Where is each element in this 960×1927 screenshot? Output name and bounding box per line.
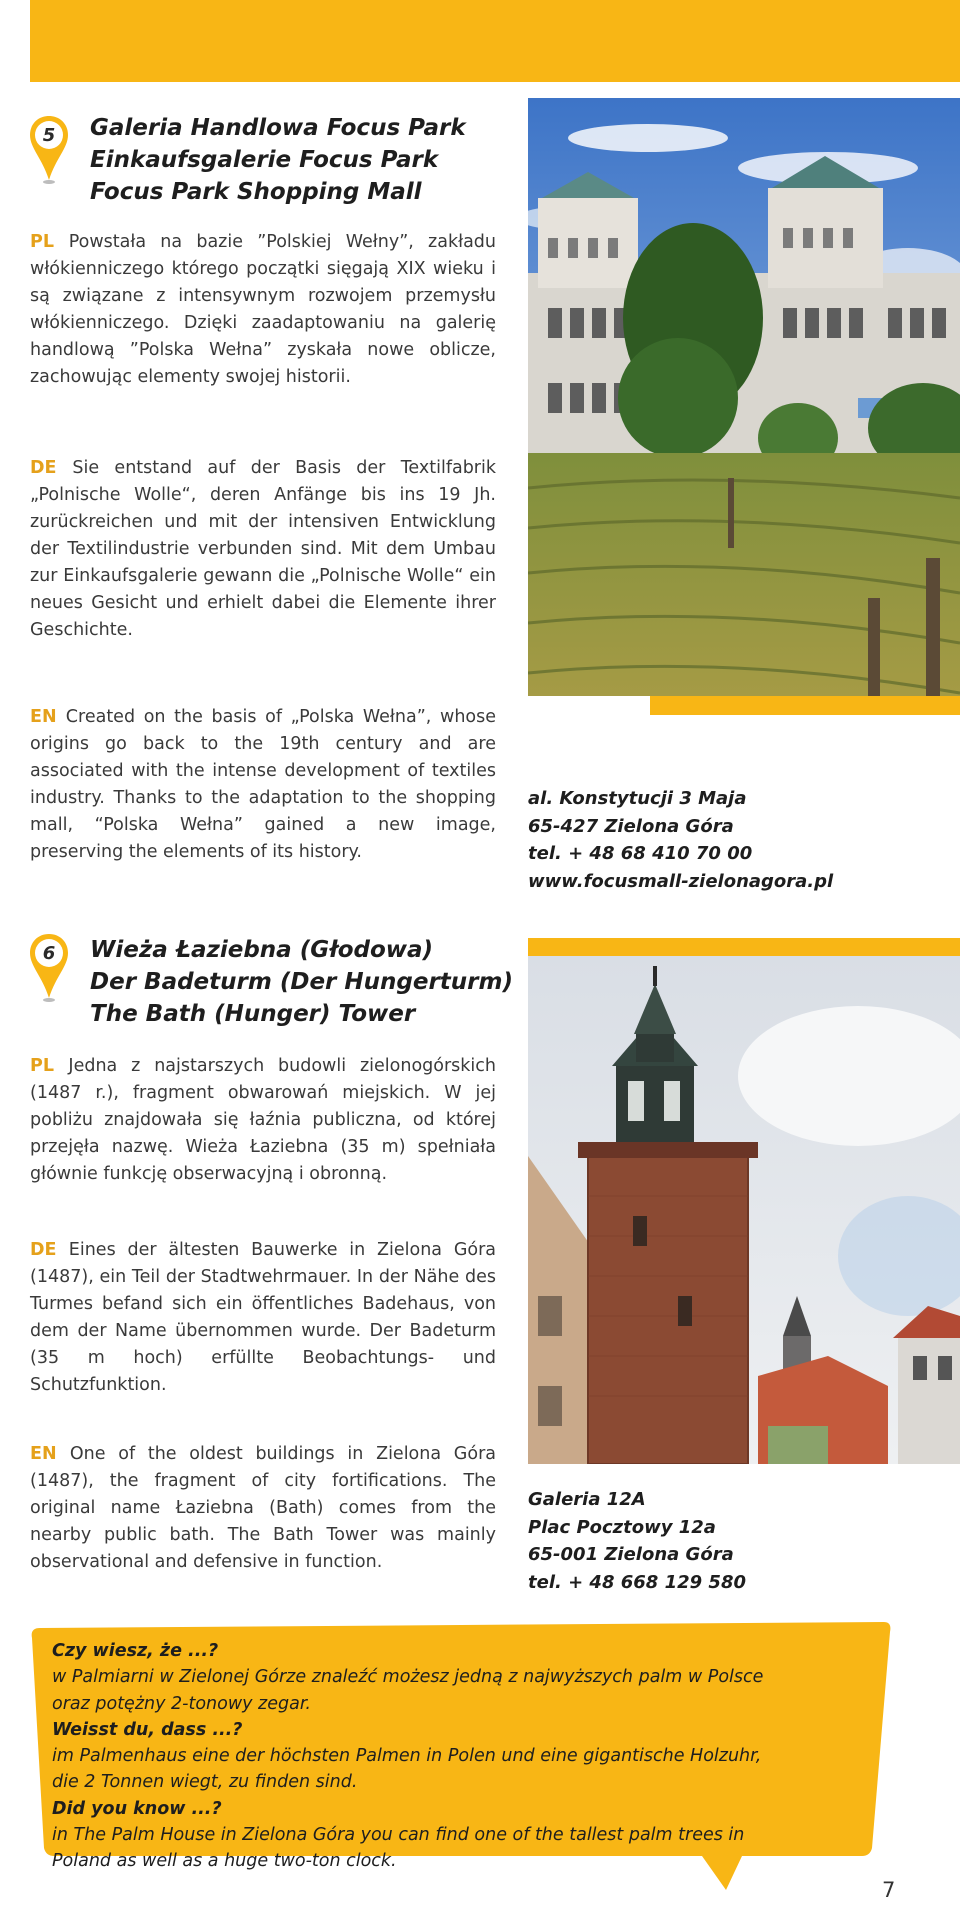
paragraph-de xyxy=(30,455,496,644)
address-line: 65-001 Zielona Góra xyxy=(528,1544,734,1565)
lang-label-pl: PL xyxy=(30,1056,69,1076)
map-pin-icon xyxy=(28,114,70,186)
paragraph-pl xyxy=(30,229,496,391)
lang-label-en: EN xyxy=(30,707,66,727)
website-link[interactable]: www.focusmall-zielonagora.pl xyxy=(528,870,834,892)
title-de: Einkaufsgalerie Focus Park xyxy=(90,147,439,173)
address-line: al. Konstytucji 3 Maja xyxy=(528,788,747,809)
address-line: tel. + 48 668 129 580 xyxy=(528,1571,747,1593)
address-block xyxy=(528,785,833,895)
paragraph-text: One of the oldest buildings in Zielona Góra (1487), the fragment of city fortifications. The original name Łaziebna (Bath) comes from the nearby public bath. The Bath Tower was mainly observational and defensive in function. xyxy=(30,1444,496,1572)
title-en: The Bath (Hunger) Tower xyxy=(90,1001,416,1027)
paragraph-text: Created on the basis of „Polska Wełna”, whose origins go back to the 19th century and are associated with the intense development of textiles industry. Thanks to the adaptation to the shopping mall, “Polska Wełna” gained a new image, preserving the elements of its history. xyxy=(30,707,497,862)
title-pl: Wieża Łaziebna (Głodowa) xyxy=(90,937,434,963)
section-title xyxy=(90,934,513,1030)
lang-label-de: DE xyxy=(30,1240,69,1260)
lang-label-pl: PL xyxy=(30,232,69,252)
photo-accent-bar xyxy=(528,938,960,956)
paragraph-text: Sie entstand auf der Basis der Textilfabrik „Polnische Wolle“, deren Anfänge bis ins 19 Jh. zurückreichen und mit der intensiven Entwicklung der Textilindustrie verbunden sind. Mit dem Umbau zur Einkaufsgalerie gewann die „Polnische Wolle“ ein neues Gesicht und erhielt dabei die Elemente ihrer Geschichte. xyxy=(30,458,496,640)
paragraph-de xyxy=(30,1237,496,1399)
address-line: Plac Pocztowy 12a xyxy=(528,1516,716,1538)
question-de: Weisst du, dass ...? xyxy=(52,1719,243,1740)
section-number: 5 xyxy=(42,125,56,146)
address-block xyxy=(528,1486,746,1596)
question-pl: Czy wiesz, że ...? xyxy=(52,1641,219,1661)
question-en: Did you know ...? xyxy=(52,1798,222,1819)
paragraph-text: Jedna z najstarszych budowli zielonogórskich (1487 r.), fragment obwarowań miejskich. W jej pobliżu znajdowała się łaźnia publiczna, od której przejęła nazwę. Wieża Łaziebna (35 m) spełniała głównie funkcję obserwacyjną i obronną. xyxy=(30,1056,496,1184)
paragraph-text: Powstała na bazie ”Polskiej Wełny”, zakładu włókienniczego którego początki sięgają XIX wieku i są związane z intensywnym rozwojem przemysłu włókienniczego. Dzięki zaadaptowaniu na galerię handlową ”Polska Wełna” zyskała nowe oblicze, zachowując elementy swojej historii. xyxy=(30,232,496,387)
paragraph-en xyxy=(30,704,496,866)
answer-line: w Palmiarni w Zielonej Górze znaleźć możesz jedną z najwyższych palm w Polsce xyxy=(52,1667,764,1688)
photo-accent-bar xyxy=(650,696,960,715)
answer-line: oraz potężny 2-tonowy zegar. xyxy=(52,1693,311,1714)
answer-line: Poland as well as a huge two-ton clock. xyxy=(52,1851,397,1872)
paragraph-text: Eines der ältesten Bauwerke in Zielona Góra (1487), ein Teil der Stadtwehrmauer. In der Nähe des Turmes befand sich ein öffentliches Badehaus, von dem der Name übernommen wurde. Der Badeturm (35 m hoch) erfüllte Beobachtungs- und Schutzfunktion. xyxy=(30,1240,497,1395)
address-line: Galeria 12A xyxy=(528,1489,646,1510)
map-pin-icon xyxy=(28,932,70,1004)
lang-label-en: EN xyxy=(30,1444,70,1464)
paragraph-en xyxy=(30,1441,496,1576)
answer-line: im Palmenhaus eine der höchsten Palmen in Polen und eine gigantische Holzuhr, xyxy=(52,1746,762,1767)
title-pl: Galeria Handlowa Focus Park xyxy=(90,115,466,141)
info-text xyxy=(52,1638,872,1875)
section-number: 6 xyxy=(42,943,56,964)
bath-tower-photo xyxy=(528,956,960,1464)
title-en: Focus Park Shopping Mall xyxy=(90,179,422,205)
address-line: 65-427 Zielona Góra xyxy=(528,815,734,837)
page-number: 7 xyxy=(882,1878,896,1902)
top-accent-band xyxy=(30,0,960,82)
address-line: tel. + 48 68 410 70 00 xyxy=(528,843,753,864)
answer-line: in The Palm House in Zielona Góra you can find one of the tallest palm trees in xyxy=(52,1825,745,1846)
title-de: Der Badeturm (Der Hungerturm) xyxy=(90,969,513,995)
lang-label-de: DE xyxy=(30,458,73,478)
answer-line: die 2 Tonnen wiegt, zu finden sind. xyxy=(52,1772,358,1793)
focus-park-photo xyxy=(528,98,960,696)
paragraph-pl xyxy=(30,1053,496,1188)
did-you-know-box xyxy=(30,1622,892,1890)
section-title xyxy=(90,112,466,208)
